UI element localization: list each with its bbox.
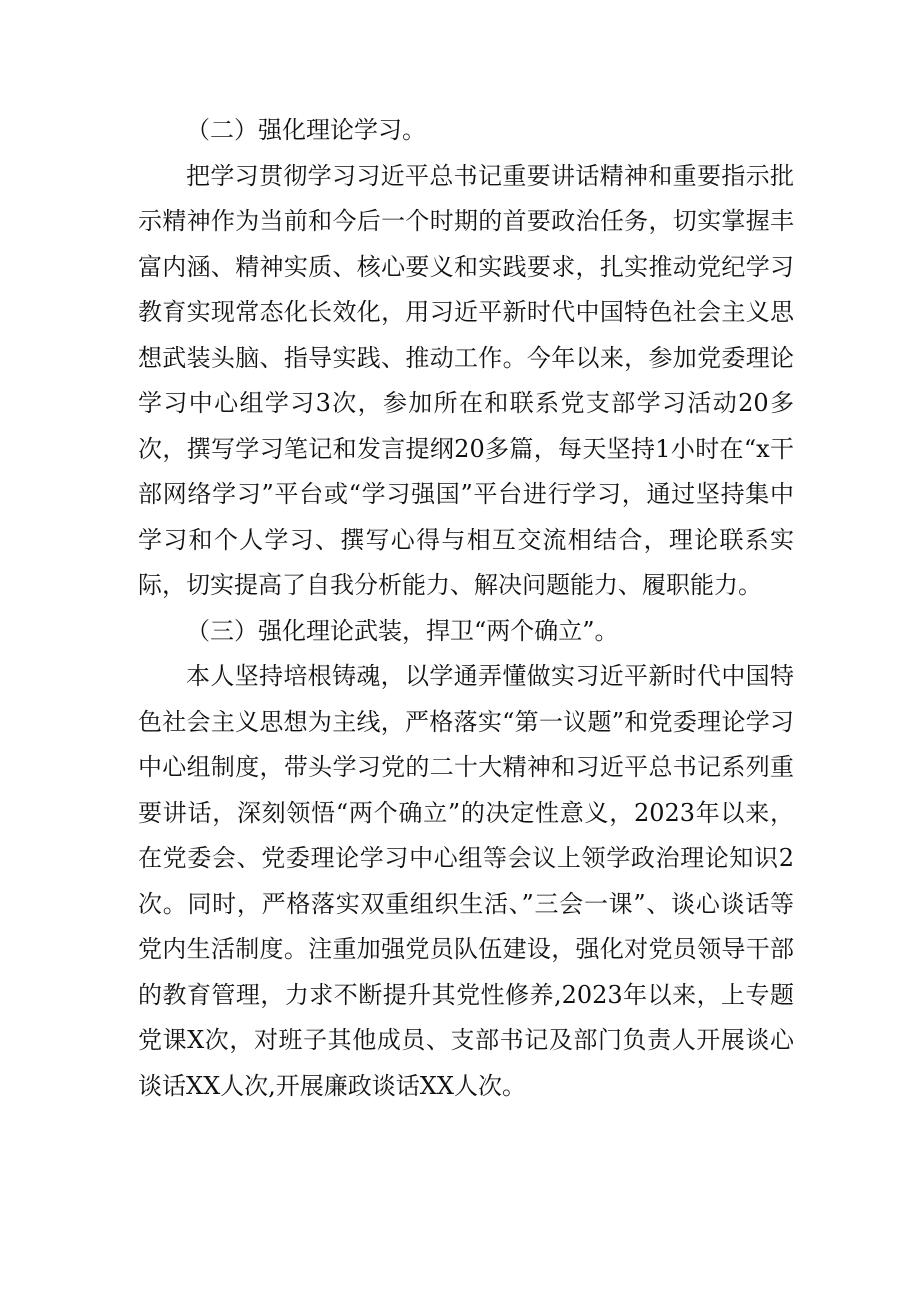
section-2-paragraph: 把学习贯彻学习习近平总书记重要讲话精神和重要指示批示精神作为当前和今后一个时期的首要政治任务，切实掌握丰富内涵、精神实质、核心要义和实践要求，扎实推动党纪学习教育实现常态化长效化，用习近平新时代中国特色社会主义思想武装头脑、指导实践、推动工作。今年以来，参加党委理论学习中心组学习3次，参加所在和联系党支部学习活动20多次，撰写学习笔记和发言提纲20多篇，每天坚持1小时在“x干部网络学习”平台或“学习强国”平台进行学习，通过坚持集中学习和个人学习、撰写心得与相互交流相结合，理论联系实际，切实提高了自我分析能力、解决问题能力、履职能力。 (138, 161, 794, 599)
document-page (138, 108, 794, 1109)
section-3-paragraph: 本人坚持培根铸魂，以学通弄懂做实习近平新时代中国特色社会主义思想为主线，严格落实“第一议题”和党委理论学习中心组制度，带头学习党的二十大精神和习近平总书记系列重要讲话，深刻领悟“两个确立”的决定性意义，2023年以来，在党委会、党委理论学习中心组等会议上领学政治理论知识2次。同时，严格落实双重组织生活、”三会一课”、谈心谈话等党内生活制度。注重加强党员队伍建设，强化对党员领导干部的教育管理，力求不断提升其党性修养,2023年以来，上专题党课X次，对班子其他成员、支部书记及部门负责人开展谈心谈话XX人次,开展廉政谈话XX人次。 (138, 662, 794, 1100)
section-2-heading: （二）强化理论学习。 (186, 116, 426, 144)
section-3-heading: （三）强化理论武装，捍卫“两个确立”。 (186, 616, 619, 645)
